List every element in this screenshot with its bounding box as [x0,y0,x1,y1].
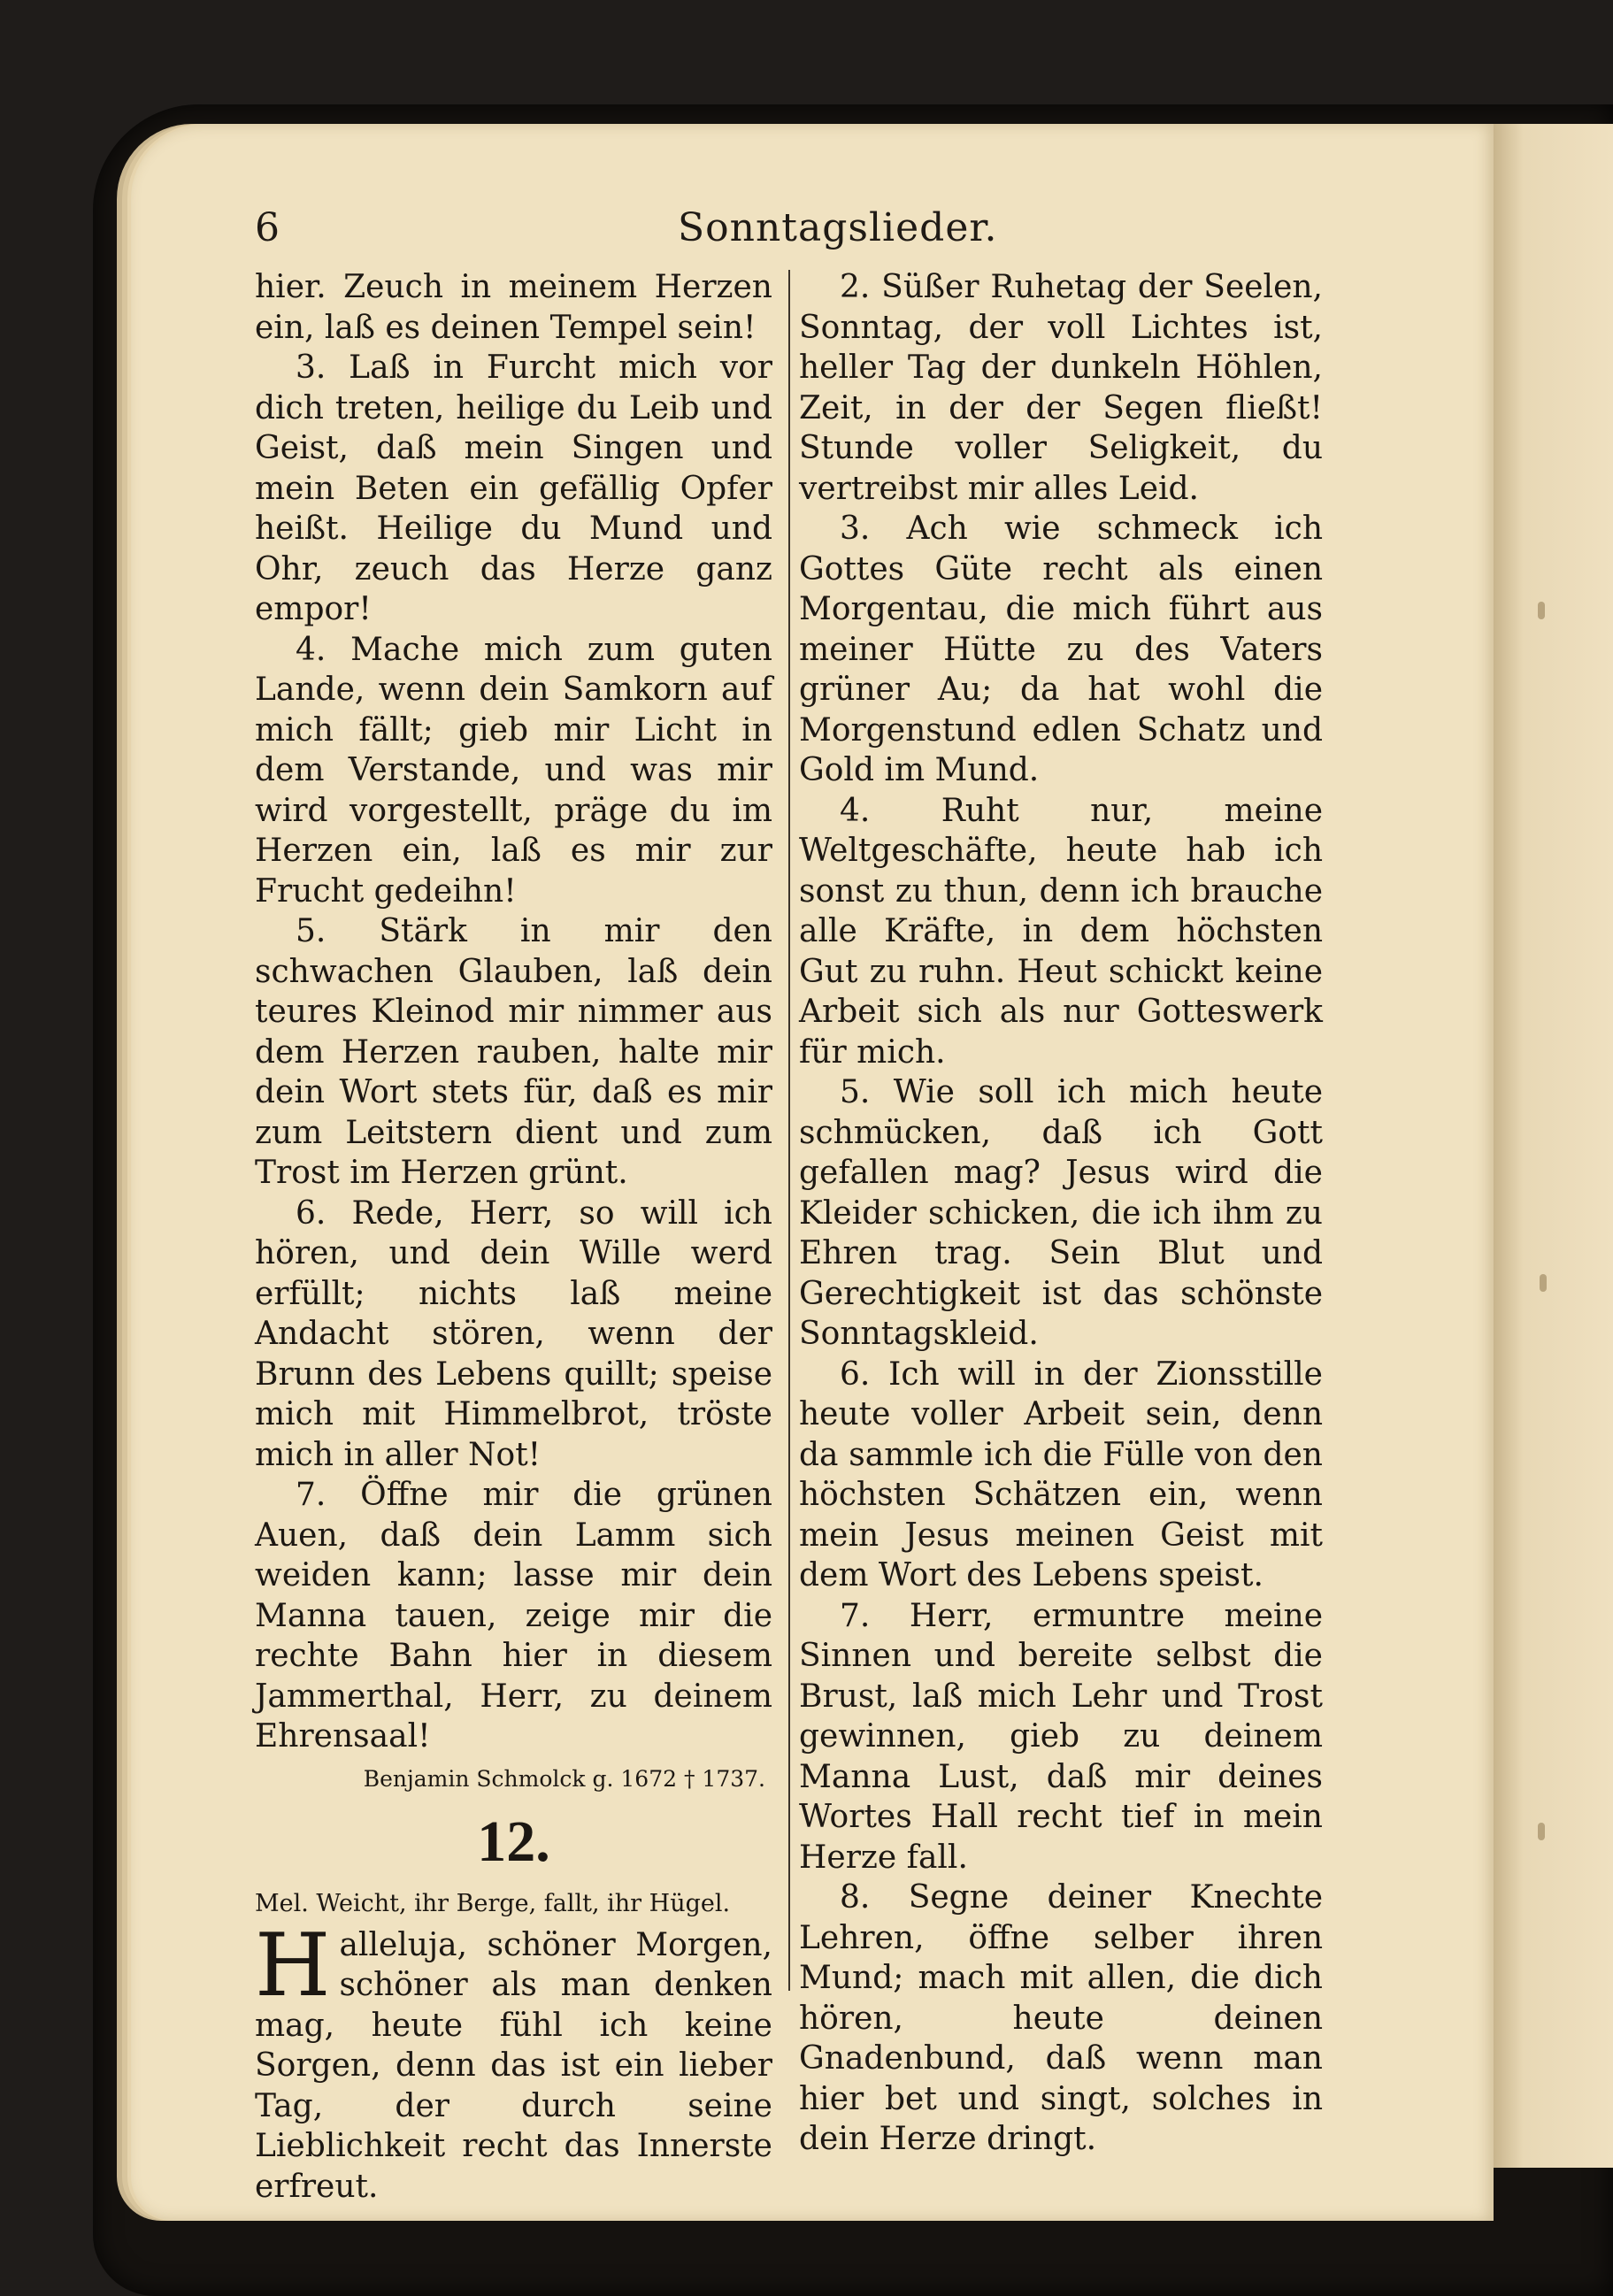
stanza: 7. Öffne mir die grünen Auen, daß dein Lamm sich weiden kann; lasse mir dein Manna tauen, zeige mir die rechte Bahn hier in diesem Jammerthal, Herr, zu deinem Ehrensaal! [255,1477,772,1755]
right-column [799,267,1323,2160]
stanza: 7. Herr, ermuntre meine Sinnen und bereite selbst die Brust, laß mich Lehr und Trost gewinnen, gieb zu deinem Manna Lust, daß mir deines Wortes Hall recht tief in mein Herze fall. [799,1597,1323,1876]
next-page-edge [1494,124,1613,2168]
page-mark [1538,602,1545,619]
stanza: 2. Süßer Ruhetag der Seelen, Sonntag, der voll Lichtes ist, heller Tag der dunkeln Höhlen, Zeit, in der der Segen fließt! Stunde voller Seligkeit, du vertreibst mir alles Leid. [799,269,1323,507]
stanza: 8. Segne deiner Knechte Lehren, öffne selber ihren Mund; mach mit allen, die dich hören, heute deinen Gnadenbund, daß wenn man hier bet und singt, solches in dein Herze dringt. [799,1879,1323,2157]
page-number: 6 [255,205,280,250]
stanza-continuation: hier. Zeuch in meinem Herzen ein, laß es deinen Tempel sein! [255,269,772,346]
page-header [255,205,1356,258]
author-credit: Benjamin Schmolck g. 1672 † 1737. [363,1765,765,1792]
melody-line: Mel. Weicht, ihr Berge, fallt, ihr Hügel. [255,1889,731,1917]
stanza: 3. Ach wie schmeck ich Gottes Güte recht als einen Morgentau, die mich führt aus meiner Hütte zu des Vaters grüner Au; da hat wohl die Morgenstund edlen Schatz und Gold im Mund. [799,511,1323,788]
stanza: 6. Ich will in der Zionsstille heute voller Arbeit sein, denn da sammle ich die Fülle von den höchsten Schätzen ein, wenn mein Jesus meinen Geist mit dem Wort des Lebens speist. [799,1355,1323,1593]
column-divider [788,270,790,1991]
stanza: alleluja, schöner Morgen, schöner als man denken mag, heute fühl ich keine Sorgen, denn das ist ein lieber Tag, der durch seine Lieblichkeit recht das Innerste erfreut. [255,1926,772,2205]
drop-capital: H [255,1915,331,2016]
hymn-number: 12. [477,1808,550,1874]
stanza: 4. Ruht nur, meine Weltgeschäfte, heute hab ich sonst zu thun, denn ich brauche alle Kräfte, in dem höchsten Gut zu ruhn. Heut schickt keine Arbeit sich als nur Gotteswerk für mich. [799,792,1323,1071]
page-mark [1538,1823,1545,1840]
stanza: 5. Stärk in mir den schwachen Glauben, laß dein teures Kleinod mir nimmer aus dem Herzen rauben, halte mir dein Wort stets für, daß es mir zum Leitstern dient und zum Trost im Herzen grünt. [255,913,772,1191]
stanza: 6. Rede, Herr, so will ich hören, und dein Wille werd erfüllt; nichts laß meine Andacht stören, wenn der Brunn des Lebens quillt; speise mich mit Himmelbrot, tröste mich in aller Not! [255,1194,772,1473]
stanza: 4. Mache mich zum guten Lande, wenn dein Samkorn auf mich fällt; gieb mir Licht in dem Verstande, und was mir wird vorgestellt, präge du im Herzen ein, laß es mir zur Frucht gedeihn! [255,631,772,910]
stanza: 5. Wie soll ich mich heute schmücken, daß ich Gott gefallen mag? Jesus wird die Kleider schicken, die ich ihm zu Ehren trag. Sein Blut und Gerechtigkeit ist das schönste Sonntagskleid. [799,1074,1323,1352]
left-column [255,267,772,2207]
running-head: Sonntagslieder. [678,205,998,250]
page-mark [1540,1274,1547,1292]
stanza: 3. Laß in Furcht mich vor dich treten, heilige du Leib und Geist, daß mein Singen und mein Beten ein gefällig Opfer heißt. Heilige du Mund und Ohr, zeuch das Herze ganz empor! [255,349,772,627]
